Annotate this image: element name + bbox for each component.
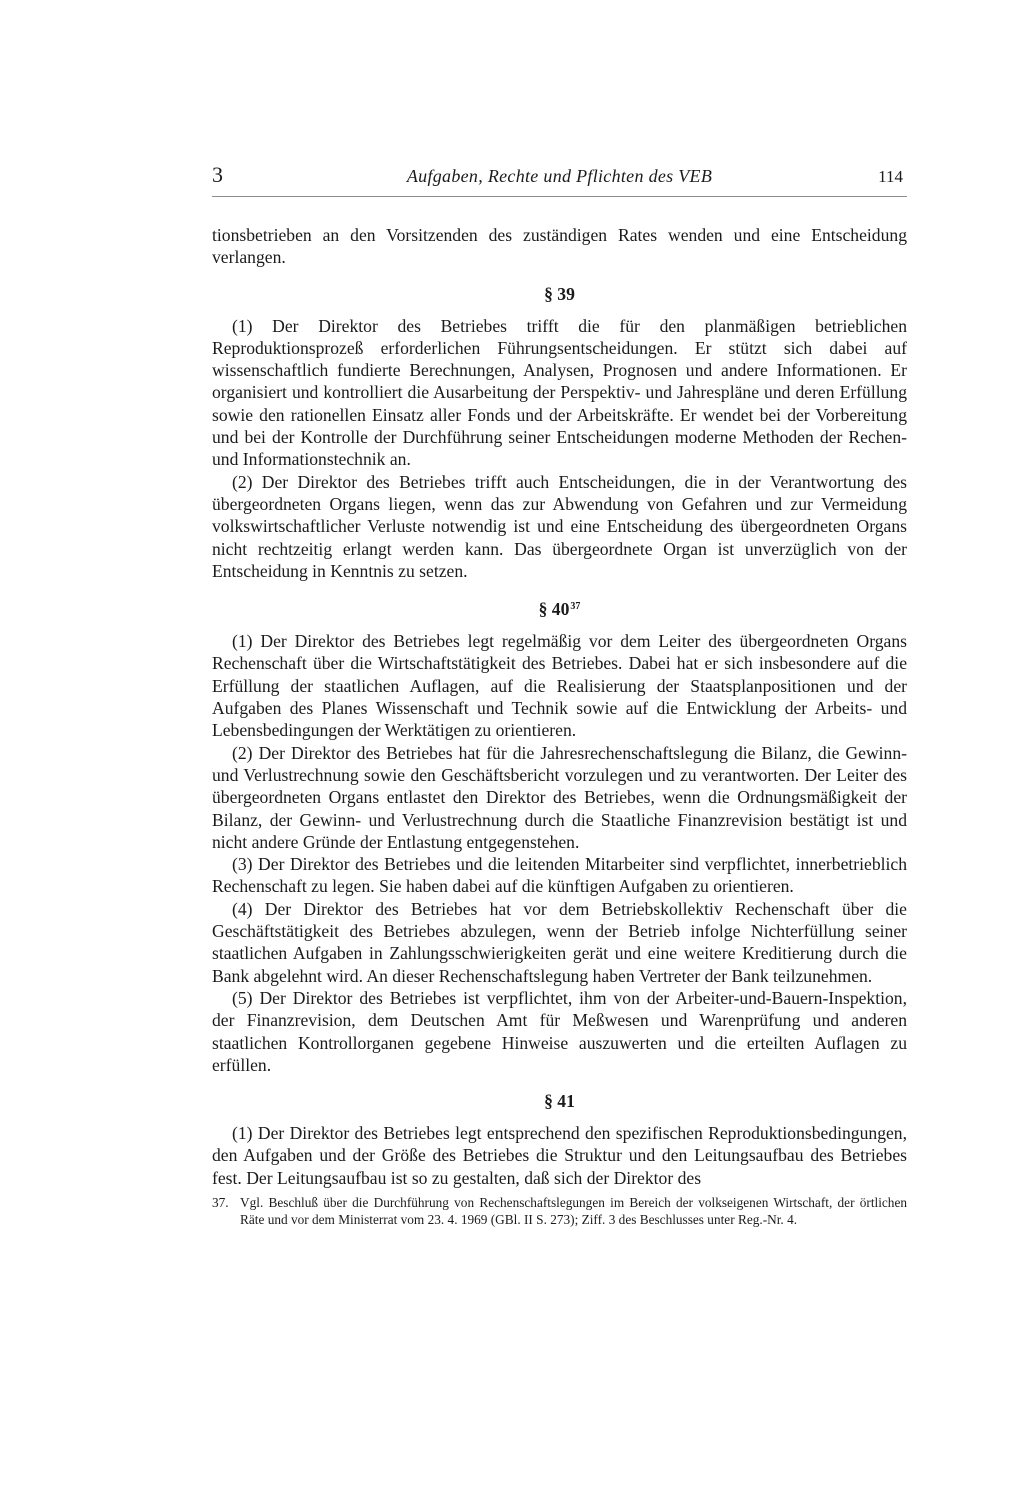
paragraph: (3) Der Direktor des Betriebes und die leitenden Mitarbeiter sind verpflichtet, innerbetrieblich Rechenschaft zu legen. Sie haben dabei auf die künftigen Aufgaben zu orientieren.	[212, 854, 907, 897]
intro-paragraph: tionsbetrieben an den Vorsitzenden des zuständigen Rates wenden und eine Entscheidung verlangen.	[212, 225, 907, 268]
section-heading-text: § 41	[544, 1091, 575, 1112]
paragraph: (4) Der Direktor des Betriebes hat vor dem Betriebskollektiv Rechenschaft über die Geschäftstätigkeit des Betriebes abzulegen, wenn der Betrieb infolge Nichterfüllung seiner staatlichen Aufgaben in Zahlungsschwierigkeiten gerät und eine weitere Kreditierung durch die Bank abgelehnt wird. An dieser Rechenschaftslegung haben Vertreter der Bank teilzunehmen.	[212, 898, 907, 986]
paragraph: (2) Der Direktor des Betriebes hat für die Jahresrechenschaftslegung die Bilanz, die Gewinn- und Verlustrechnung sowie den Geschäftsbericht vorzulegen und zu verantworten. Der Leiter des übergeordneten Organs entlastet den Direktor des Betriebes, wenn die Ordnungsmäßigkeit der Bilanz, der Gewinn- und Verlustrechnung durch die Staatliche Finanzrevision bestätigt ist und nicht andere Gründe der Entlastung entgegenstehen.	[212, 742, 907, 852]
section-heading-39	[212, 282, 907, 306]
paragraph: (2) Der Direktor des Betriebes trifft auch Entscheidungen, die in der Verantwortung des übergeordneten Organs liegen, wenn das zur Abwendung von Gefahren und zur Vermeidung volkswirtschaftlicher Verluste notwendig ist und eine Entscheidung des übergeordneten Organs nicht rechtzeitig erlangt werden kann. Das übergeordnete Organ ist unverzüglich von der Entscheidung in Kenntnis zu setzen.	[212, 471, 907, 581]
footnote	[212, 1194, 907, 1229]
page-number: 114	[878, 167, 903, 186]
footnote-number: 37.	[212, 1194, 229, 1210]
chapter-number: 3	[212, 162, 223, 187]
footnotes	[212, 1194, 907, 1229]
document-page	[212, 162, 907, 1229]
section-heading-40	[212, 595, 907, 621]
body-text	[212, 224, 907, 1189]
section-heading-41	[212, 1089, 907, 1113]
paragraph: (5) Der Direktor des Betriebes ist verpflichtet, ihm von der Arbeiter-und-Bauern-Inspektion, der Finanzrevision, dem Deutschen Amt für Meßwesen und Warenprüfung und anderen staatlichen Kontrollorganen gegebene Hinweise auszuwerten und die erteilten Auflagen zu erfüllen.	[212, 987, 907, 1075]
section-heading-text: § 40	[538, 599, 570, 620]
running-header	[212, 162, 907, 197]
footnote-text: Vgl. Beschluß über die Durchführung von Rechenschaftslegungen im Bereich der volkseigenen Wirtschaft, der örtlichen Räte und vor dem Ministerrat vom 23. 4. 1969 (GBl. II S. 273); Ziff. 3 des Beschlusses unter Reg.-Nr. 4.	[240, 1194, 907, 1228]
paragraph: (1) Der Direktor des Betriebes legt regelmäßig vor dem Leiter des übergeordneten Organs Rechenschaft über die Wirtschaftstätigkeit des Betriebes. Dabei hat er sich insbesondere auf die Erfüllung der staatlichen Auflagen, auf die Realisierung der Staatsplanpositionen und der Aufgaben des Planes Wissenschaft und Technik sowie auf die Entwicklung der Arbeits- und Lebensbedingungen der Werktätigen zu orientieren.	[212, 631, 907, 741]
paragraph: (1) Der Direktor des Betriebes legt entsprechend den spezifischen Reproduktionsbedingungen, den Aufgaben und der Größe des Betriebes die Struktur und den Leitungsaufbau des Betriebes fest. Der Leitungsaufbau ist so zu gestalten, daß sich der Direktor des	[212, 1123, 907, 1188]
footnote-reference: 37	[570, 601, 581, 613]
paragraph: (1) Der Direktor des Betriebes trifft die für den planmäßigen betrieblichen Reproduktionsprozeß erforderlichen Führungsentscheidungen. Er stützt sich dabei auf wissenschaftlich fundierte Berechnungen, Analysen, Prognosen und andere Informationen. Er organisiert und kontrolliert die Ausarbeitung der Perspektiv- und Jahrespläne und deren Erfüllung sowie den rationellen Einsatz aller Fonds und der Arbeitskräfte. Er wendet bei der Vorbereitung und bei der Kontrolle der Durchführung seiner Entscheidungen moderne Methoden der Rechen- und Informationstechnik an.	[212, 315, 907, 470]
running-title: Aufgaben, Rechte und Pflichten des VEB	[406, 166, 713, 186]
section-heading-text: § 39	[544, 283, 575, 304]
